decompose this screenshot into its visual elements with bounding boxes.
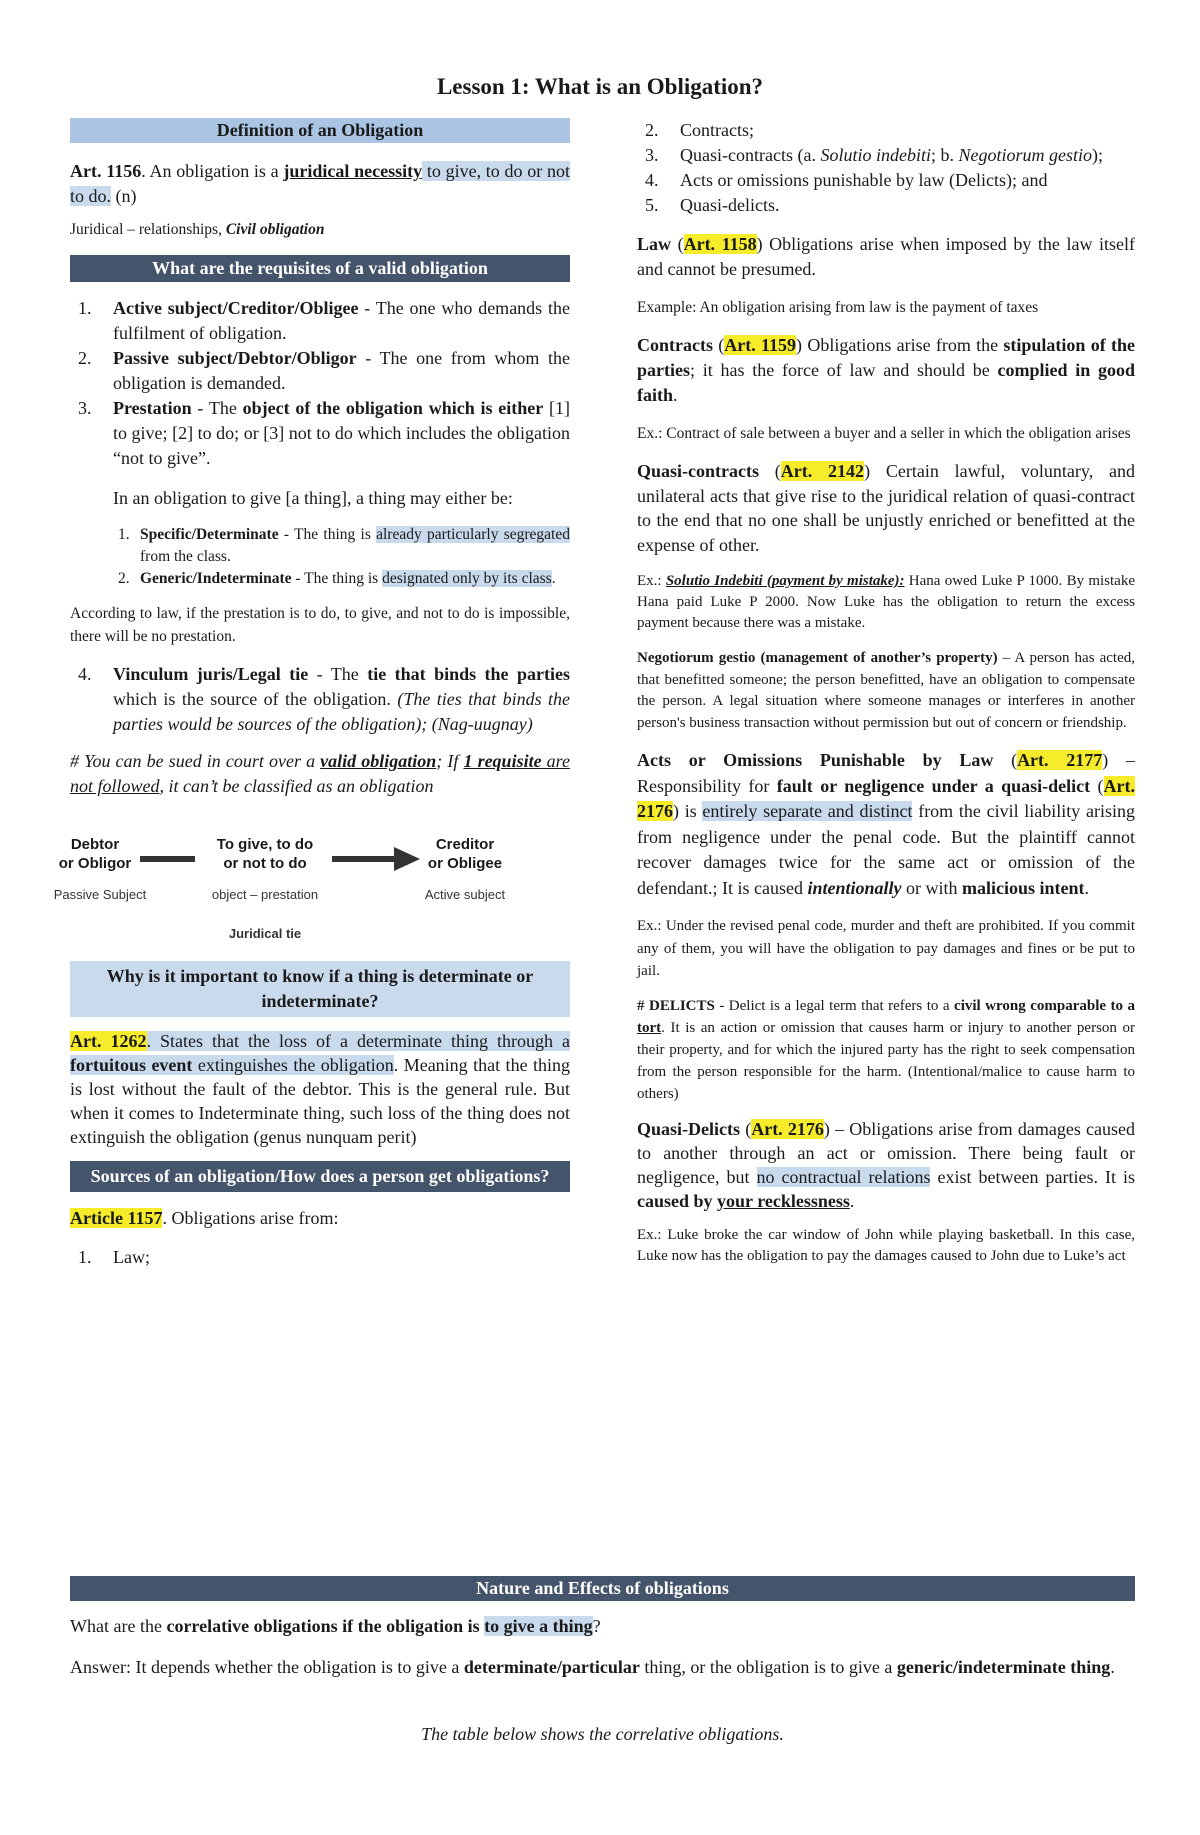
law-paragraph: Law (Art. 1158) Obligations arise when imposed by the law itself and cannot be presumed. — [637, 234, 1135, 279]
source-item: 2. Contracts; — [645, 120, 754, 140]
thing-intro: In an obligation to give [a thing], a thing may either be: — [113, 488, 513, 508]
requisite-item: 1. Active subject/Creditor/Obligee - The one who demands the fulfilment of obligation. — [78, 298, 570, 343]
object-prestation-label: object – prestation — [211, 887, 319, 902]
right-column — [637, 118, 1135, 1267]
thing-type-item: 1. Specific/Determinate - The thing is already particularly segregated from the class. — [118, 526, 570, 565]
prestation-label: To give, to do or not to do — [216, 836, 314, 872]
source-item: 5. Quasi-delicts. — [645, 195, 780, 215]
contracts-paragraph: Contracts (Art. 1159) Obligations arise from the stipulation of the parties; it has the force of law and should be complied in good faith. — [637, 335, 1135, 405]
correlative-question: What are the correlative obligations if the obligation is to give a thing? — [70, 1616, 601, 1636]
source-item: 3. Quasi-contracts (a. Solutio indebiti; b. Negotiorum gestio); — [645, 145, 1103, 165]
quasi-delicts-example: Ex.: Luke broke the car window of John while playing basketball. In this case, Luke now has the obligation to pay the damages caused to John due to Luke’s act — [637, 1226, 1135, 1264]
art-1157-paragraph: Article 1157. Obligations arise from: — [70, 1208, 339, 1228]
left-column — [53, 118, 570, 1270]
art-1262-paragraph: Art. 1262. States that the loss of a determinate thing through a fortuitous event extinguishes the obligation. Meaning that the thing is lost without the fault of the debtor. This is the general rule. But when it comes to Indeterminate thing, such loss of the thing does not extinguish the obligation (genus nunquam perit) — [70, 1031, 570, 1147]
delicts-paragraph: # DELICTS - Delict is a legal term that refers to a civil wrong comparable to a tort. It is an action or omission that causes harm or injury to another person or their property, and for which the injured party has the right to seek compensation from the person responsible for the harm. (Intentional/malice to cause harm to others) — [637, 997, 1135, 1102]
requisite-item: 3. Prestation - The object of the obligation which is either [1] to give; [2] to do; or [3] not to do which includes the obligation “not to give”. — [78, 398, 570, 468]
connector-line — [140, 856, 195, 862]
requisite-item: 2. Passive subject/Debtor/Obligor - The one from whom the obligation is demanded. — [78, 348, 570, 393]
negotiorum-paragraph: Negotiorum gestio (management of another’s property) – A person has acted, that benefitted someone; the person benefitted, have an obligation to compensate the person. A legal situation where someone manages or interferes in another person's business transaction without permission but out of concern or friendship. — [637, 650, 1135, 731]
juridical-tie-label: Juridical tie — [228, 926, 302, 941]
active-subject-label: Active subject — [424, 887, 506, 902]
requisite-item: 4. Vinculum juris/Legal tie - The tie that binds the parties which is the source of the obligation. (The ties that binds the parties would be sources of the obligation); (Nag-uugnay) — [78, 664, 570, 734]
passive-subject-label: Passive Subject — [53, 887, 147, 902]
arrow-right-icon — [332, 845, 420, 873]
debtor-label: Debtor or Obligor — [58, 836, 132, 872]
requisites-header: What are the requisites of a valid obligation — [70, 255, 570, 282]
contracts-example: Ex.: Contract of sale between a buyer and a seller in which the obligation arises — [637, 425, 1131, 442]
valid-obligation-note: # You can be sued in court over a valid obligation; If 1 requisite are not followed, it can’t be classified as an obligation — [70, 751, 570, 796]
source-item: 1. Law; — [78, 1247, 150, 1267]
quasi-contracts-paragraph: Quasi-contracts (Art. 2142) Certain lawful, voluntary, and unilateral acts that give rise to the juridical relation of quasi-contract to the end that no one shall be unjustly enriched or benefitted at the expense of other. — [637, 461, 1136, 555]
acts-omissions-paragraph: Acts or Omissions Punishable by Law (Art. 2177) – Responsibility for fault or negligence under a quasi-delict (Art. 2176) is entirely separate and distinct from the civil liability arising from negligence under the penal code. But the plaintiff cannot recover damages twice for the same act or omission of the defendant.; It is caused intentionally or with malicious intent. — [637, 750, 1135, 898]
obligation-diagram — [53, 835, 570, 955]
page-title: Lesson 1: What is an Obligation? — [436, 74, 764, 99]
acts-example: Ex.: Under the revised penal code, murder and theft are prohibited. If you commit any of them, you will have the obligation to pay damages and fines or be put to jail. — [637, 918, 1135, 979]
art-1156-paragraph: Art. 1156. An obligation is a juridical necessity to give, to do or not to do. (n) — [70, 161, 570, 206]
thing-type-item: 2. Generic/Indeterminate - The thing is designated only by its class. — [118, 570, 556, 587]
juridical-line: Juridical – relationships, Civil obligation — [70, 221, 325, 238]
law-example: Example: An obligation arising from law is the payment of taxes — [637, 299, 1039, 316]
sources-header: Sources of an obligation/How does a person get obligations? — [70, 1161, 570, 1192]
nature-effects-header: Nature and Effects of obligations — [70, 1576, 1135, 1601]
correlative-answer: Answer: It depends whether the obligation is to give a determinate/particular thing, or the obligation is to give a generic/indeterminate thing. — [70, 1657, 1115, 1677]
according-paragraph: According to law, if the prestation is to do, to give, and not to do is impossible, there will be no prestation. — [70, 605, 570, 645]
table-caption: The table below shows the correlative obligations. — [421, 1724, 784, 1744]
creditor-label: Creditor or Obligee — [427, 836, 503, 872]
quasi-delicts-paragraph: Quasi-Delicts (Art. 2176) – Obligations arise from damages caused to another through an act or omission. There being fault or negligence, but no contractual relations exist between parties. It is caused by your recklessness. — [637, 1118, 1136, 1211]
source-item: 4. Acts or omissions punishable by law (Delicts); and — [645, 170, 1048, 190]
why-header: Why is it important to know if a thing is determinate or indeterminate? — [70, 961, 570, 1017]
solutio-example: Ex.: Solutio Indebiti (payment by mistake): Hana owed Luke P 1000. By mistake Hana paid Luke P 2000. Now Luke has the obligation to return the excess payment because there was a mistake. — [637, 573, 1135, 631]
definition-header: Definition of an Obligation — [70, 118, 570, 143]
